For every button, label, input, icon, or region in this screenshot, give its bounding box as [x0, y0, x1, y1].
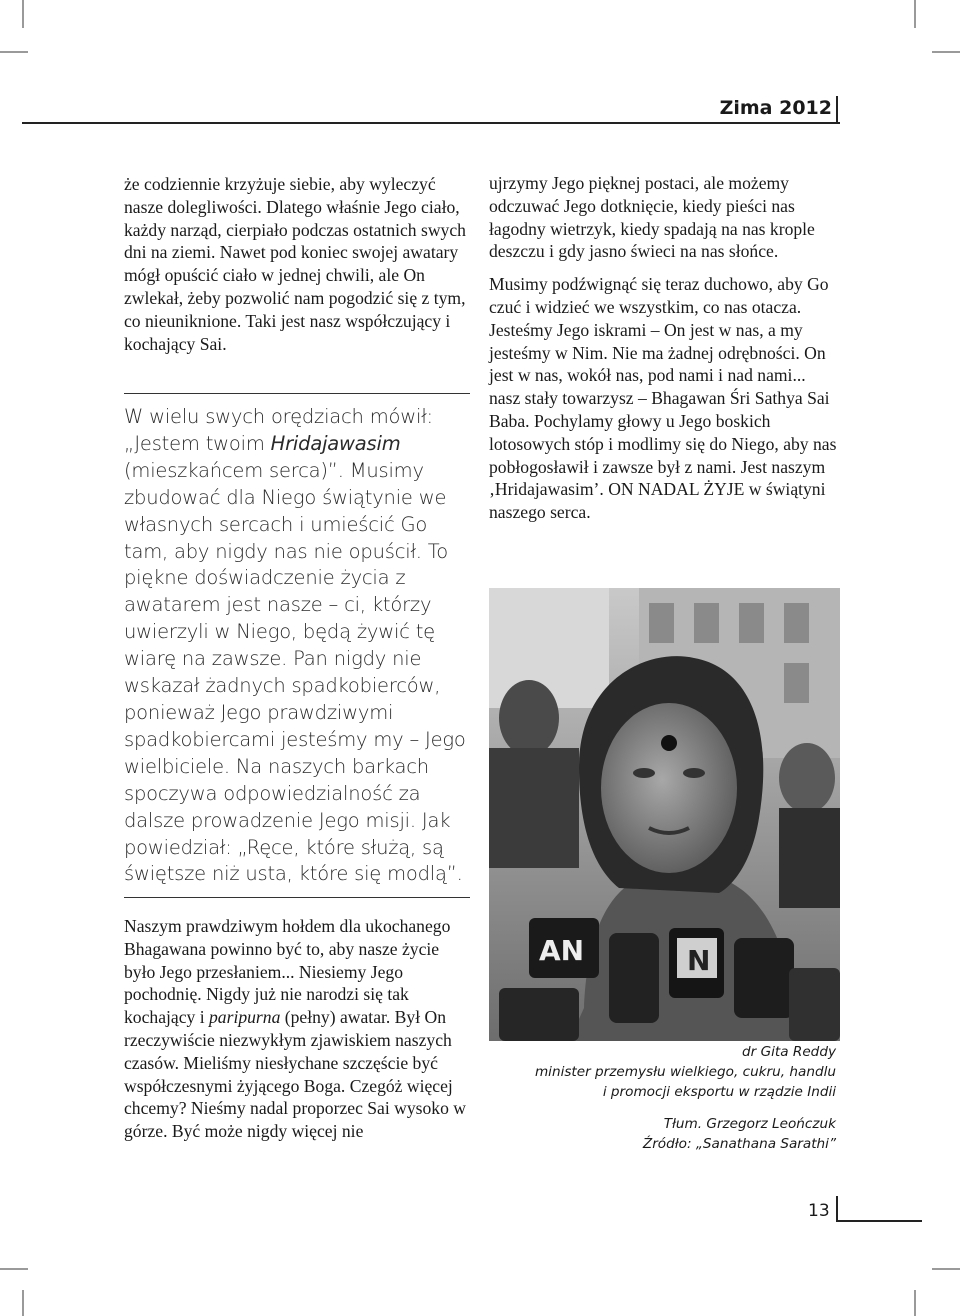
body-paragraph: ujrzymy Jego pięknej postaci, ale możemy odczuwać Jego dotknięcie, kiedy pieści nas łagodny wietrzyk, kiedy spadają na nas krople deszczu i gdy jasno świeci na nas słońce. — [489, 173, 815, 262]
crop-mark — [0, 51, 28, 53]
source-credit: Źródło: „Sanathana Sarathi” — [642, 1136, 836, 1152]
caption-title: i promocji eksportu w rządzie Indii — [602, 1084, 836, 1100]
text-end: (pełny) awatar. Był On rzeczywiście niezwykłym zjawiskiem naszych czasów. Mieliśmy niesłychane szczęście być współczesnymi żyjącego Boga. Czegóż więcej chcemy? Nieśmy nadal proporzec Sai wysoko w górze. Być może nigdy więcej nie — [124, 1007, 466, 1142]
body-paragraph — [124, 915, 474, 1143]
left-column-top — [124, 173, 474, 355]
crop-mark — [22, 0, 24, 28]
spacer — [476, 1102, 836, 1114]
mic-label: N — [687, 944, 711, 977]
body-paragraph: Musimy podźwignąć się teraz duchowo, aby Go czuć i widzieć we wszystkim, co nas otacza. Jesteśmy Jego iskrami – On jest w nas, a my jesteśmy w Nim. Nie ma żadnej odrębności. On jest w nas, wokół nas, pod nami i nad nami... nasz stały towarzysz – Bhagawan Śri Sathya Sai Baba. Pochylamy głowy u Jego boskich lotosowych stóp i modlimy się do Niego, aby nas pobłogosławił i zawsze był z nami. Jest naszym ‚Hridajawasim’. ON NADAL ŻYJE w świątyni naszego serca. — [489, 274, 837, 523]
translator-credit: Tłum. Grzegorz Leończuk — [663, 1116, 836, 1132]
crop-mark — [914, 0, 916, 28]
crop-mark — [22, 1290, 24, 1316]
right-column — [489, 172, 839, 524]
quote-term: Hridajawasim — [270, 431, 401, 455]
page-number: 13 — [808, 1201, 830, 1221]
crop-mark — [932, 51, 960, 53]
issue-label: Zima 2012 — [719, 97, 832, 119]
crop-mark — [932, 1268, 960, 1270]
pull-quote — [124, 404, 470, 888]
footer-bar — [836, 1196, 838, 1222]
header-bar — [836, 96, 838, 124]
italic-term: paripurna — [209, 1007, 281, 1028]
portrait-photo — [489, 588, 840, 1041]
photo-caption — [476, 1042, 836, 1154]
caption-name: dr Gita Reddy — [742, 1044, 836, 1060]
quote-rule-top — [124, 393, 470, 394]
quote-rule-bottom — [124, 897, 470, 898]
header-rule — [22, 122, 840, 124]
footer-rule — [836, 1220, 922, 1222]
quote-text-start: W wielu swych orędziach mówił: „Jestem twoim — [124, 405, 433, 455]
caption-title: minister przemysłu wielkiego, cukru, handlu — [534, 1064, 836, 1080]
photo-illustration — [489, 588, 840, 1041]
crop-mark — [914, 1290, 916, 1316]
text-start: Naszym prawdziwym hołdem dla ukochanego Bhagawana powinno być to, aby nasze życie było Jego przesłaniem... Niesiemy Jego pochodnię. Nigdy już nie narodzi się tak kochający i — [124, 916, 451, 1028]
quote-text-end: (mieszkańcem serca)”. Musimy zbudować dla Niego świątynie we własnych sercach i umieścić Go tam, aby nigdy nas nie opuścił. To piękne doświadczenie życia z awatarem jest nasze – ci, którzy uwierzyli w Niego, będą żywić tę wiarę na zawsze. Pan nigdy nie wskazał żadnych spadkobierców, ponieważ Jego prawdziwymi spadkobiercami jesteśmy my – Jego wielbiciele. Na naszych barkach spoczywa odpowiedzialność za dalsze prowadzenie Jego misji. Jak powiedział: „Ręce, które służą, są świętsze niż usta, które się modlą”. — [124, 458, 466, 886]
crop-mark — [0, 1268, 28, 1270]
body-paragraph: że codziennie krzyżuje siebie, aby wyleczyć nasze dolegliwości. Dlatego właśnie Jego ciało, każdy narząd, cierpiało podczas ostatnich swych dni na ziemi. Nawet pod koniec swojej awatary mógł opuścić ciało w jednej chwili, ale On zwlekał, żeby pozwolić nam pogodzić się z tym, co nieuniknione. Taki jest nasz współczujący i kochający Sai. — [124, 174, 466, 354]
mic-label: AN — [539, 934, 585, 967]
left-column-bottom — [124, 915, 474, 1143]
